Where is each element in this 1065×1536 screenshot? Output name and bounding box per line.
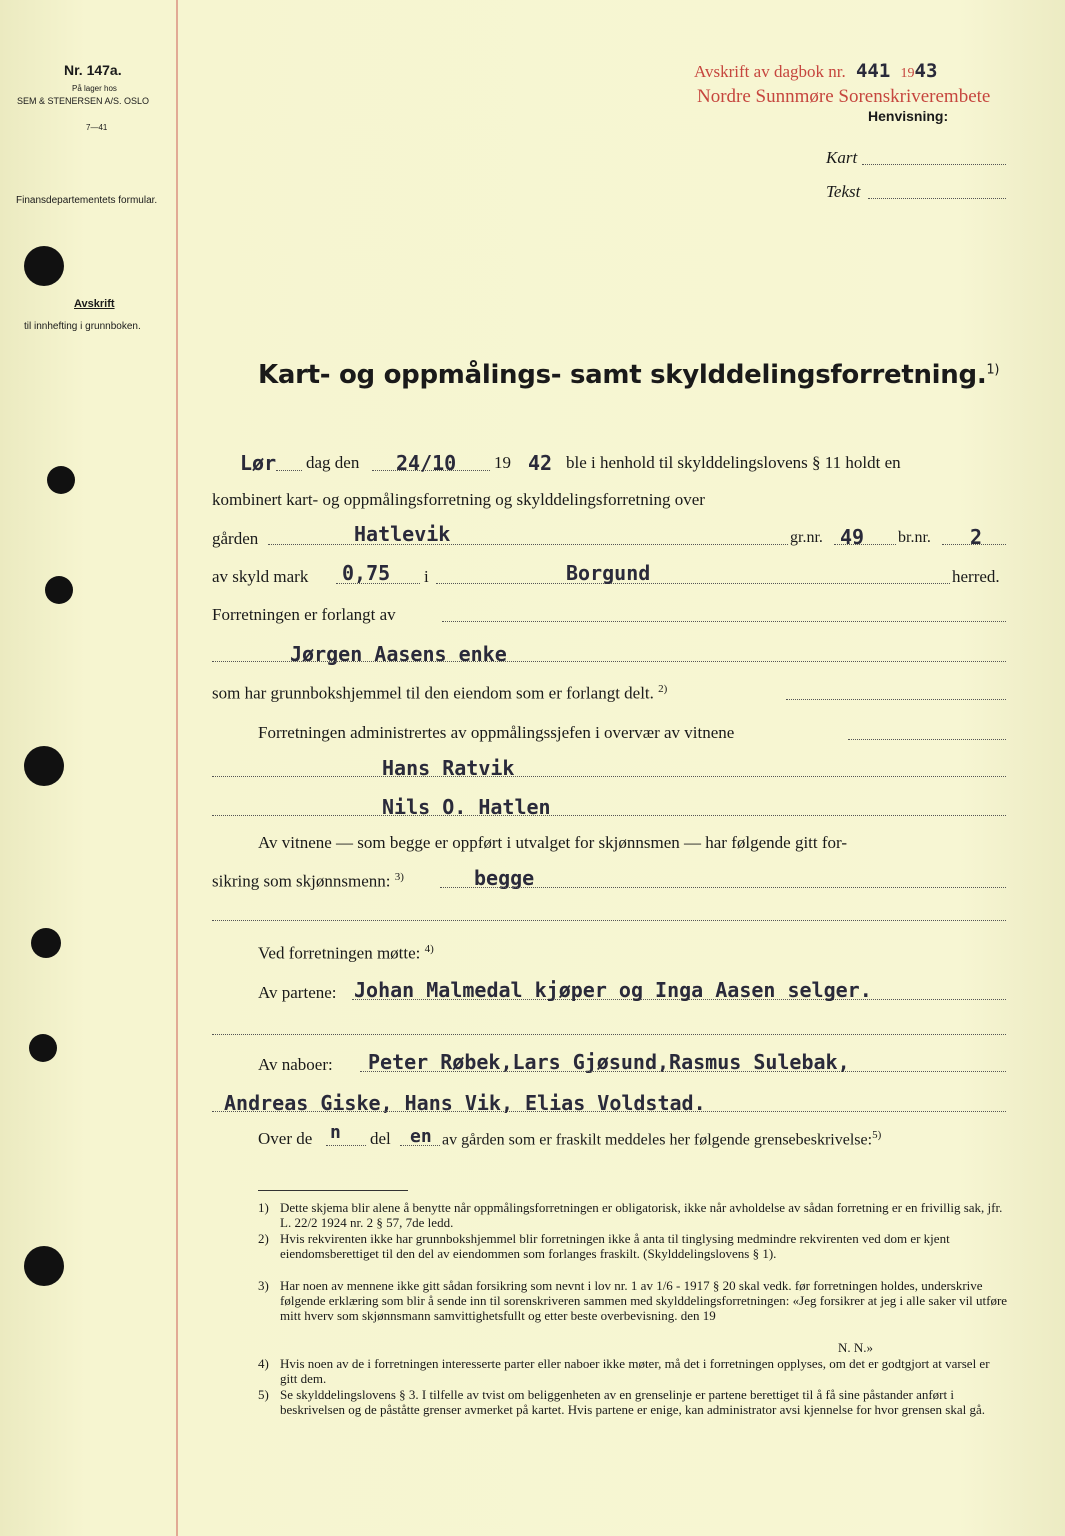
attended-label xyxy=(258,943,434,964)
in-label: i xyxy=(424,567,429,586)
neighbours-line1: Peter Røbek,Lars Gjøsund,Rasmus Sulebak, xyxy=(368,1050,850,1074)
binder-hole xyxy=(24,246,64,286)
year: 42 xyxy=(528,451,553,475)
requester: Jørgen Aasens enke xyxy=(290,642,507,666)
date: 24/10 xyxy=(396,451,457,475)
assurance-label: sikring som skjønnsmenn: xyxy=(212,871,391,891)
footnote-2 xyxy=(258,1231,1010,1261)
district-label: herred. xyxy=(952,567,1000,586)
date-code: 7—41 xyxy=(86,123,108,132)
stamp-office: Nordre Sunnmøre Sorenskriverembete xyxy=(697,86,991,107)
footnote-text: Har noen av mennene ikke gitt sådan forsikring som nevnt i lov nr. 1 av 1/6 - 1917 § 20 skal vedk. før forretningen holdes, underskrive følgende erklæring som blir å sende inn til sorenskriveren sammen med skylddelingsforretningen: «Jeg forsikrer at jeg i alle saker vil utføre mitt hverv som skjønnsmann samvittighetsfullt og etter beste overbevisning. den 19 xyxy=(280,1278,1008,1323)
bnr: 2 xyxy=(970,525,983,549)
over-fill: n xyxy=(330,1122,341,1143)
requester-field xyxy=(212,661,1006,662)
footnote-number: 4) xyxy=(258,1356,269,1371)
publisher-line1: På lager hos xyxy=(72,84,117,93)
intro-line2: kombinert kart- og oppmålingsforretning og skylddelingsforretning over xyxy=(212,490,705,509)
map-label: Kart xyxy=(826,148,858,167)
municipality: Borgund xyxy=(566,561,651,585)
copy-purpose: til innhefting i grunnboken. xyxy=(24,321,141,332)
stamp-line1 xyxy=(694,60,937,82)
map-field xyxy=(862,164,1006,165)
assurance-field-2 xyxy=(212,920,1006,921)
farm-label: gården xyxy=(212,529,259,548)
footnote-number: 1) xyxy=(258,1200,269,1215)
requested-label: Forretningen er forlangt av xyxy=(212,605,396,624)
gnr-label: gr.nr. xyxy=(790,529,823,546)
footnote-signature xyxy=(258,1340,1010,1355)
footnote-signature-text: N. N.» xyxy=(838,1340,874,1355)
bnr-label: br.nr. xyxy=(898,529,931,546)
requested-field xyxy=(442,621,1006,622)
attended-note: 4) xyxy=(424,943,434,955)
text-label: Tekst xyxy=(826,182,861,201)
boundary-note: 5) xyxy=(872,1129,882,1141)
footnote-number: 5) xyxy=(258,1387,269,1402)
parties-label: Av partene: xyxy=(258,983,337,1002)
over-field xyxy=(326,1145,366,1146)
tax-label: av skyld mark xyxy=(212,567,309,586)
binder-hole xyxy=(45,576,73,604)
municipality-field xyxy=(436,583,950,584)
witness2-field xyxy=(212,815,1006,816)
binder-hole xyxy=(24,746,64,786)
boundary-label: av gården som er fraskilt meddeles her følgende grensebeskrivelse: xyxy=(442,1131,873,1149)
stamp-prefix: Avskrift av dagbok nr. xyxy=(694,62,846,81)
part-fill: en xyxy=(410,1126,432,1147)
farm-field xyxy=(268,544,788,545)
form-owner: Finansdepartementets formular. xyxy=(16,195,158,206)
stamp-year-prefix: 19 xyxy=(900,66,915,81)
title-holder-note: 2) xyxy=(658,683,668,695)
form-number: Nr. 147a. xyxy=(64,62,122,78)
binder-hole xyxy=(29,1034,57,1062)
title-holder-label: som har grunnbokshjemmel til den eiendom som er forlangt delt. xyxy=(212,683,654,703)
footnote-4 xyxy=(258,1356,1010,1386)
binder-hole xyxy=(24,1246,64,1286)
attended-text: Ved forretningen møtte: xyxy=(258,943,421,963)
assurance-text-2 xyxy=(212,871,404,892)
intro-rest: ble i henhold til skylddelingslovens § 11 holdt en xyxy=(566,453,901,472)
copy-label: Avskrift xyxy=(74,298,115,310)
gnr: 49 xyxy=(840,525,865,549)
assurance-note: 3) xyxy=(394,871,404,883)
binder-hole xyxy=(31,928,61,958)
part-label: del xyxy=(370,1129,391,1148)
footnote-text: Se skylddelingslovens § 3. I tilfelle av tvist om beliggenheten av en grenselinje er partene berettiget til å få sine påstander anført i beskrivelsen og de påståtte grenser avmerket på kartet. Hvis partene er enige, kan administrator avsi kjennelse for hvor grensen skal gå. xyxy=(280,1387,985,1417)
title-text: Kart- og oppmålings- samt skylddelingsforretning. xyxy=(258,360,987,390)
text-field xyxy=(868,198,1006,199)
title-note: 1) xyxy=(986,362,1000,378)
admin-field xyxy=(848,739,1006,740)
footnote-3 xyxy=(258,1278,1010,1323)
footnote-5 xyxy=(258,1387,1010,1417)
gnr-field xyxy=(834,544,896,545)
publisher-line2: SEM & STENERSEN A/S. OSLO xyxy=(17,96,150,106)
assurance-value: begge xyxy=(474,866,535,890)
footnote-text: Hvis noen av de i forretningen interesserte parter eller naboer ikke møter, må det i forretningen opplyses, om det er godtgjort at varsel er gitt dem. xyxy=(280,1356,990,1386)
witness-1: Hans Ratvik xyxy=(382,756,515,780)
binder-hole xyxy=(47,466,75,494)
stamp-year-suffix: 43 xyxy=(914,60,938,82)
bnr-field xyxy=(942,544,1006,545)
witness-2: Nils O. Hatlen xyxy=(382,795,551,819)
neighbours-field xyxy=(360,1071,1006,1072)
boundary-text xyxy=(442,1129,881,1149)
admin-text: Forretningen administrertes av oppmålingssjefen i overvær av vitnene xyxy=(258,723,735,742)
reference-label: Henvisning: xyxy=(868,108,949,124)
footnote-text: Hvis rekvirenten ikke har grunnbokshjemmel blir forretningen ikke å anta til tinglysing medmindre rekvirenten ved dom er kjent eiendomsberettiget til den del av eiendommen som forlanges fraskilt. (Skylddelingslovens § 1). xyxy=(280,1231,950,1261)
footnote-text: Dette skjema blir alene å benytte når oppmålingsforretningen er obligatorisk, ikke når avholdelse av sådan forretning er en frivillig sak, jfr. L. 22/2 1924 nr. 2 § 57, 7de ledd. xyxy=(280,1200,1003,1230)
neighbours-line2: Andreas Giske, Hans Vik, Elias Voldstad. xyxy=(224,1091,706,1115)
parties-field-2 xyxy=(212,1034,1006,1035)
footnote-1 xyxy=(258,1200,1010,1230)
day-label: dag den xyxy=(306,453,360,472)
year-prefix: 19 xyxy=(494,453,511,472)
part-field xyxy=(400,1145,440,1146)
farm-name: Hatlevik xyxy=(354,522,451,546)
footnote-number: 2) xyxy=(258,1231,269,1246)
title-holder-field xyxy=(786,699,1006,700)
journal-number: 441 xyxy=(855,60,891,82)
footnote-number: 3) xyxy=(258,1278,269,1293)
witness1-field xyxy=(212,776,1006,777)
parties: Johan Malmedal kjøper og Inga Aasen selger. xyxy=(354,978,872,1002)
over-label: Over de xyxy=(258,1129,313,1148)
weekday: Lør xyxy=(240,451,277,475)
tax-value: 0,75 xyxy=(342,561,391,585)
neighbours-field-2 xyxy=(212,1111,1006,1112)
assurance-field xyxy=(440,887,1006,888)
neighbours-label: Av naboer: xyxy=(258,1055,333,1074)
assurance-text-1: Av vitnene — som begge er oppført i utvalget for skjønnsmen — har følgende gitt for- xyxy=(258,833,848,852)
footnote-rule xyxy=(258,1190,408,1191)
document-title xyxy=(258,360,999,390)
weekday-field xyxy=(276,470,302,471)
title-holder-text xyxy=(212,683,667,704)
margin-line xyxy=(176,0,178,1536)
